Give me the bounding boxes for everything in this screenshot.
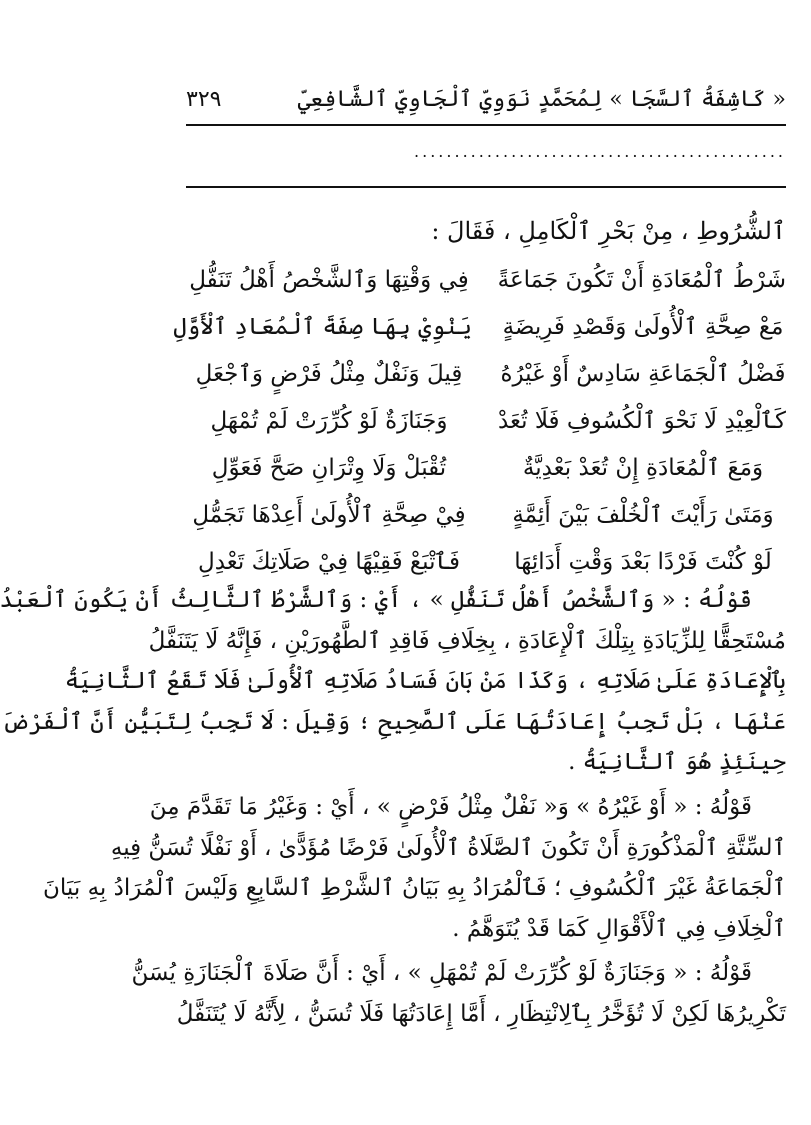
commentary: [0, 580, 786, 1035]
verse-first-hemistich: فَضْلُ ٱلْجَمَاعَةِ سَادِسٌ أَوْ غَيْرُهُ: [500, 361, 786, 387]
verse-second-hemistich: يَنْوِيْ بِهَا صِفَةَ ٱلْمُعَادِ ٱلْأَوَّلِ: [173, 314, 472, 340]
verse: [186, 399, 786, 446]
ellipsis-separator: ..............................................: [414, 142, 786, 161]
header-rule: [186, 124, 786, 126]
commentary-line: ٱلْجَمَاعَةُ غَيْرَ ٱلْكُسُوفِ ؛ فَٱلْمُرَادُ بِهِ بَيَانُ ٱلشَّرْطِ ٱلسَّابِعِ وَلَيْسَ ٱلْمُرَادُ بِهِ بَيَانَ: [43, 875, 786, 902]
commentary-line: قَوْلُهُ : « أَوْ غَيْرُهُ » وَ« نَفْلٌ مِثْلُ فَرْضٍ » ، أَيْ : وَغَيْرُ مَا تَقَدَّمَ مِنَ: [149, 793, 752, 820]
verse-first-hemistich: مَعْ صِحَّةِ ٱلْأُولَىٰ وَقَصْدِ فَرِيضَةٍ: [502, 314, 784, 340]
commentary-line: قَوْلُهُ : « وَٱلشَّخْصُ أَهْلُ تَنَفُّلِ » ، أَيْ : وَٱلشَّرْطُ ٱلثَّالِثُ أَنْ يَكُونَ ٱلْعَبْدُ: [0, 587, 752, 613]
verse-first-hemistich: وَمَتَىٰ رَأَيْتَ ٱلْخُلْفَ بَيْنَ أَئِمَّةٍ: [512, 502, 774, 528]
verse: [186, 493, 786, 540]
commentary-line: ٱلسِّتَّةِ ٱلْمَذْكُورَةِ أَنْ تَكُونَ ٱلصَّلَاةُ ٱلْأُولَىٰ فَرْضًا مُؤَدًّىٰ ، أَوْ نَفْلًا تُسَنُّ فِيهِ: [110, 834, 786, 861]
commentary-paragraph: [43, 787, 786, 949]
verse: [173, 305, 786, 352]
intro-line: ٱلشُّرُوطِ ، مِنْ بَحْرِ ٱلْكَامِلِ ، فَقَالَ :: [431, 217, 786, 245]
commentary-line: تَكْرِيرُهَا لَكِنْ لَا تُؤَخَّرُ بِٱلِانْتِظَارِ ، أَمَّا إِعَادَتُهَا فَلَا تُسَنُّ ، لِأَنَّهُ لَا يُتَنَفَّلُ: [176, 1000, 786, 1027]
verse-second-hemistich: تُقْبَلْ وَلَا وِتْرَانِ صَحَّ فَعَوِّلِ: [211, 455, 447, 481]
commentary-line: قَوْلُهُ : « وَجَنَازَةٌ لَوْ كُرِّرَتْ لَمْ تُمْهَلِ » ، أَيْ : أَنَّ صَلَاةَ ٱلْجَنَازَةِ يُسَنُّ: [131, 960, 752, 987]
commentary-line: بِٱلْإِعَادَةِ عَلَىٰ صَلَاتِهِ ، وَكَذَا مَنْ بَانَ فَسَادُ صَلَاتِهِ ٱلْأُولَىٰ فَلَا تَقَعُ ٱلثَّانِيَةُ: [64, 668, 786, 695]
commentary-line: مُسْتَحِقًّا لِلزِّيَادَةِ بِتِلْكَ ٱلْإِعَادَةِ ، بِخِلَافِ فَاقِدِ ٱلطَّهُورَيْنِ ، فَإِنَّهُ لَا يَتَنَفَّلُ: [148, 627, 786, 654]
verse-second-hemistich: فَٱتْبَعْ فَقِيْهًا فِيْ صَلَاتِكَ تَعْدِلِ: [198, 549, 460, 575]
verse-first-hemistich: كَٱلْعِيْدِ لَا نَحْوَ ٱلْكُسُوفِ فَلَا تُعَدْ: [497, 408, 786, 434]
commentary-paragraph: [0, 580, 786, 783]
commentary-paragraph: [131, 953, 786, 1034]
separator-rule: [186, 186, 786, 188]
running-title: « كَاشِفَةُ ٱلسَّجَا » لِمُحَمَّدٍ نَوَوِيّ ٱلْجَاوِيّ ٱلشَّافِعِيّ: [297, 87, 786, 112]
page-header: [186, 82, 786, 122]
commentary-line: عَنْهَا ، بَلْ تَجِبُ إِعَادَتُهَا عَلَى ٱلصَّحِيحِ ؛ وَقِيلَ : لَا تَجِبُ لِتَبَيُّنِ أَنَّ ٱلْفَرْضَ: [2, 708, 786, 735]
verse-first-hemistich: وَمَعَ ٱلْمُعَادَةِ إِنْ تُعَدْ بَعْدِيَّةٌ: [522, 455, 764, 481]
verse: [186, 258, 786, 305]
verse-first-hemistich: شَرْطُ ٱلْمُعَادَةِ أَنْ تَكُونَ جَمَاعَةً: [497, 267, 786, 293]
verse: [186, 352, 786, 399]
verse-second-hemistich: فِي وَقْتِهَا وَٱلشَّخْصُ أَهْلُ تَنَفُّلِ: [189, 267, 469, 293]
verse-second-hemistich: قِيلَ وَنَفْلٌ مِثْلُ فَرْضٍ وَٱجْعَلِ: [195, 361, 463, 387]
poem-verses: [173, 258, 786, 587]
verse: [186, 446, 786, 493]
page-number: ٣٢٩: [186, 87, 222, 112]
verse-first-hemistich: لَوْ كُنْتَ فَرْدًا بَعْدَ وَقْتِ أَدَائِهَا: [514, 549, 772, 575]
verse-second-hemistich: وَجَنَازَةٌ لَوْ كُرِّرَتْ لَمْ تُمْهَلِ: [210, 408, 448, 434]
verse-second-hemistich: فِيْ صِحَّةِ ٱلْأُولَىٰ أَعِدْهَا تَجَمُّلِ: [192, 502, 466, 528]
commentary-line: حِينَئِذٍ هُوَ ٱلثَّانِيَةُ .: [568, 749, 786, 776]
commentary-line: ٱلْخِلَافِ فِي ٱلْأَقْوَالِ كَمَا قَدْ يُتَوَهَّمُ .: [452, 915, 786, 942]
